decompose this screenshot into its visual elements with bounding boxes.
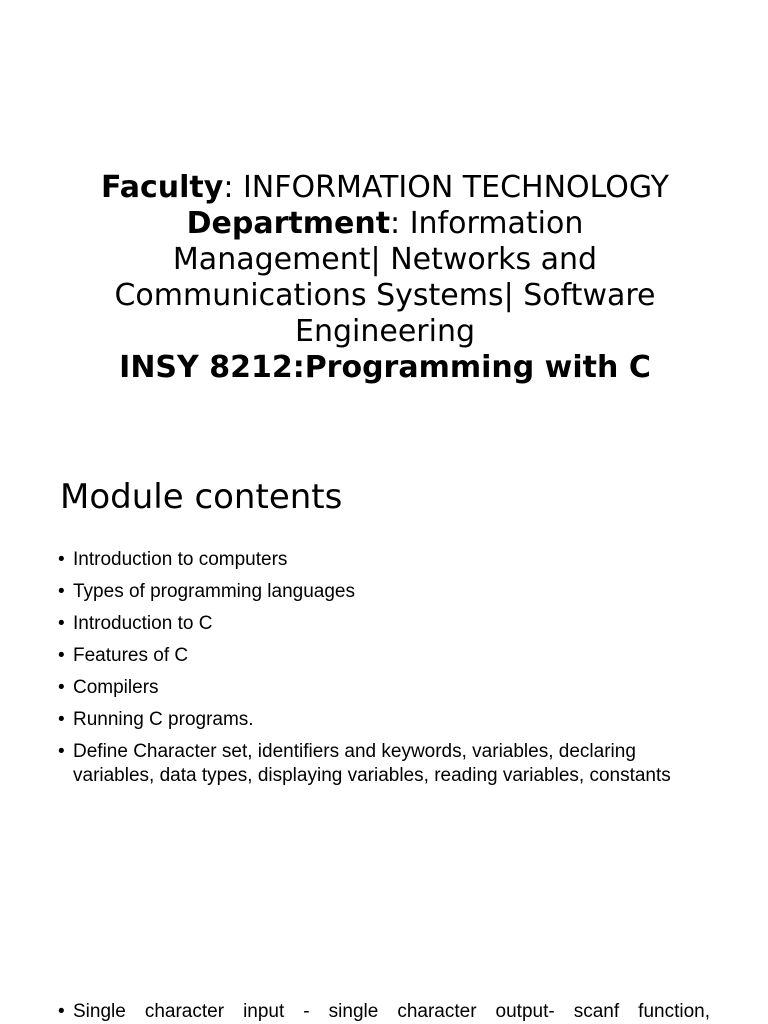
list-item-text: Define Character set, identifiers and keywords, variables, declaring variables, data types, displaying variables, reading variables, constants <box>73 741 671 786</box>
list-item-text: Compilers <box>73 677 159 698</box>
list-item <box>58 548 718 572</box>
list-item-text: Introduction to computers <box>73 549 288 570</box>
faculty-line <box>40 170 730 206</box>
list-item-text: Features of C <box>73 645 189 666</box>
bullet-icon: • <box>58 581 65 602</box>
bullet-icon: • <box>58 709 65 730</box>
department-value-line2: Management| Networks and <box>172 242 598 277</box>
list-item <box>58 580 718 604</box>
module-contents-heading: Module contents <box>60 477 343 517</box>
department-line <box>40 206 730 242</box>
department-value-line4: Engineering <box>295 314 475 349</box>
faculty-label: Faculty <box>101 170 224 205</box>
list-item-text: Introduction to C <box>73 613 213 634</box>
course-title: INSY 8212:Programming with C <box>119 350 651 385</box>
list-item <box>58 644 718 668</box>
next-page-list <box>58 1000 710 1024</box>
list-item-text: Types of programming languages <box>73 581 355 602</box>
module-contents-list <box>58 548 718 796</box>
list-item-text: Running C programs. <box>73 709 254 730</box>
department-value-line1: : Information <box>390 206 584 241</box>
list-item-text: Single character input - single character output- scanf function, <box>73 1001 710 1022</box>
bullet-icon: • <box>58 741 65 762</box>
bullet-icon: • <box>58 645 65 666</box>
bullet-icon: • <box>58 1001 65 1022</box>
list-item <box>58 740 718 788</box>
bullet-icon: • <box>58 677 65 698</box>
list-item <box>58 1000 710 1024</box>
list-item <box>58 612 718 636</box>
department-label: Department <box>186 206 391 241</box>
list-item <box>58 676 718 700</box>
title-block <box>40 170 730 386</box>
bullet-icon: • <box>58 613 65 634</box>
department-value-line3: Communications Systems| Software <box>114 278 656 313</box>
bullet-icon: • <box>58 549 65 570</box>
faculty-value: : INFORMATION TECHNOLOGY <box>223 170 669 205</box>
list-item <box>58 708 718 732</box>
